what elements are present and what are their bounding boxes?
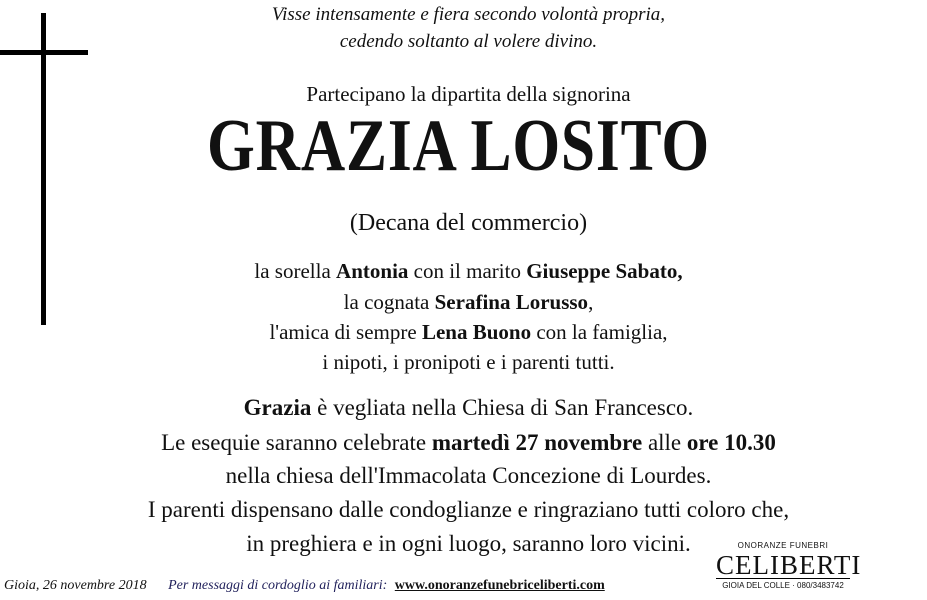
info-bold: martedì 27 novembre (431, 430, 643, 455)
motto-line-2: cedendo soltanto al volere divino. (339, 31, 598, 52)
deceased-name: GRAZIA LOSITO (207, 105, 710, 187)
footer-website-link[interactable]: www.onoranzefunebriceliberti.com (394, 578, 605, 593)
info-line-5: in preghiera e in ogni luogo, saranno loro vicini. (246, 531, 691, 556)
info-line-2 (10, 430, 927, 456)
info-text: Le esequie saranno celebrate (161, 430, 432, 455)
info-text: alle (642, 430, 687, 455)
motto-line-1: Visse intensamente e fiera secondo volontà propria, (271, 4, 666, 25)
funeral-home-logo (716, 541, 862, 590)
family-name: Antonia (336, 259, 409, 283)
family-text: , (588, 290, 594, 314)
info-line-3: nella chiesa dell'Immacolata Concezione di Lourdes. (225, 463, 712, 488)
family-name: Serafina Lorusso (434, 290, 589, 314)
family-name: Lena Buono (421, 320, 532, 344)
family-name: Giuseppe Sabato, (526, 259, 683, 283)
footer (4, 578, 605, 594)
intro-text: Partecipano la dipartita della signorina (306, 82, 631, 106)
family-text: l'amica di sempre (269, 320, 422, 344)
info-text: è vegliata nella Chiesa di San Francesco. (311, 395, 694, 420)
footer-message: Per messaggi di cordoglio ai familiari: (168, 578, 388, 593)
info-line-1 (10, 395, 927, 421)
family-text: la sorella (254, 259, 337, 283)
footer-place-date: Gioia, 26 novembre 2018 (4, 578, 147, 593)
logo-contact: GIOIA DEL COLLE · 080/3483742 (722, 581, 844, 590)
info-bold: Grazia (243, 395, 312, 420)
family-line-4: i nipoti, i pronipoti e i parenti tutti. (322, 350, 615, 374)
family-line-1 (10, 259, 927, 284)
family-line-3 (10, 320, 927, 345)
logo-subtitle: ONORANZE FUNEBRI (737, 541, 829, 550)
family-text: la cognata (343, 290, 435, 314)
family-line-2 (10, 290, 927, 315)
info-bold: ore 10.30 (686, 430, 776, 455)
family-text: con la famiglia, (531, 320, 668, 344)
deceased-title: (Decana del commercio) (349, 210, 588, 236)
family-text: con il marito (408, 259, 527, 283)
info-line-4: I parenti dispensano dalle condoglianze e ringraziano tutti coloro che, (147, 497, 790, 522)
logo-name: CELIBERTI (716, 550, 862, 580)
